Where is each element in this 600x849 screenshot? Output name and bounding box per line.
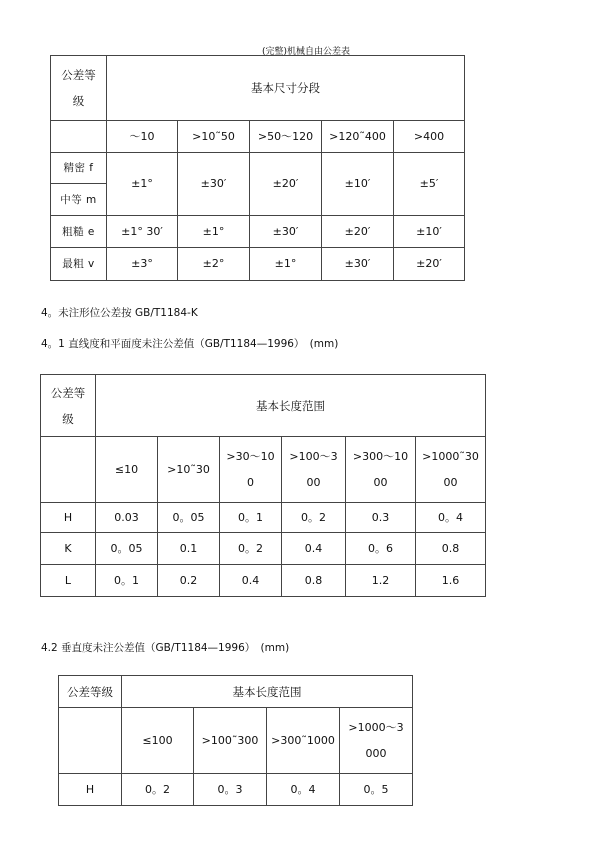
empty-cell [41,437,96,503]
paragraph-form-tolerance: 4。未注形位公差按 GB/T1184-K [41,307,198,319]
paragraph-straightness-heading: 4。1 直线度和平面度未注公差值（GB/T1184—1996） (mm) [41,338,339,350]
grade-label: 精密 f [51,153,107,184]
paragraph-perpendicularity-heading: 4.2 垂直度未注公差值（GB/T1184—1996） (mm) [41,642,290,654]
range-header: >300˜1000 [267,708,340,774]
table-cell: ±3° [107,248,178,281]
range-header: >100˜300 [194,708,267,774]
document-title: (完整)机械自由公差表 [261,47,351,57]
table-cell: ±1° 30′ [107,216,178,248]
range-header: >400 [394,121,465,153]
table-cell: ±10′ [394,216,465,248]
table-cell: 0.8 [416,533,486,565]
range-header: ～10 [107,121,178,153]
table-cell: 0。1 [96,565,158,597]
table-cell: 1.2 [346,565,416,597]
table-cell: 0。5 [340,774,413,806]
grade-label: 中等 m [51,184,107,216]
angle-tolerance-table [50,55,465,281]
table-cell: 0。4 [416,503,486,533]
table-cell: 0。05 [96,533,158,565]
grade-label: K [41,533,96,565]
range-header: >50～120 [250,121,322,153]
range-header: >1000～3 000 [340,708,413,774]
table-cell: 0。05 [158,503,220,533]
table-cell: 0.4 [220,565,282,597]
table-cell: ±20′ [394,248,465,281]
table-cell: 0.1 [158,533,220,565]
table-cell: 0。1 [220,503,282,533]
grade-header-cell: 公差等级 [59,676,122,708]
perpendicularity-table [58,675,413,806]
range-header: >10˜50 [178,121,250,153]
range-header: >1000˜30 00 [416,437,486,503]
table-cell: 0.03 [96,503,158,533]
table-cell: 0。3 [194,774,267,806]
table-cell: ±1° [250,248,322,281]
span-header: 基本长度范围 [96,375,486,437]
range-header: >10˜30 [158,437,220,503]
table-cell: 0。6 [346,533,416,565]
table-cell: ±30′ [322,248,394,281]
table-cell: 0。2 [282,503,346,533]
table-cell: ±1° [178,216,250,248]
grade-header-cell: 公差等 级 [51,56,107,121]
table-cell: 0。2 [220,533,282,565]
table-cell: ±20′ [322,216,394,248]
table-cell: ±20′ [250,153,322,216]
table-cell: 0.3 [346,503,416,533]
grade-label: 粗糙 e [51,216,107,248]
table-cell: ±1° [107,153,178,216]
table-cell: ±5′ [394,153,465,216]
table-cell: ±30′ [178,153,250,216]
table-cell: ±30′ [250,216,322,248]
range-header: >30～10 0 [220,437,282,503]
table-cell: ±10′ [322,153,394,216]
empty-cell [51,121,107,153]
table-cell: 0.2 [158,565,220,597]
range-header: >300～10 00 [346,437,416,503]
table-cell: 0。2 [122,774,194,806]
table-cell: 0.4 [282,533,346,565]
grade-label: H [59,774,122,806]
table-cell: 1.6 [416,565,486,597]
span-header: 基本尺寸分段 [107,56,465,121]
table-cell: 0。4 [267,774,340,806]
range-header: ≤100 [122,708,194,774]
grade-label: L [41,565,96,597]
table-cell: ±2° [178,248,250,281]
range-header: ≤10 [96,437,158,503]
range-header: >120˜400 [322,121,394,153]
grade-label: H [41,503,96,533]
straightness-flatness-table [40,374,486,597]
span-header: 基本长度范围 [122,676,413,708]
grade-label: 最粗 v [51,248,107,281]
table-cell: 0.8 [282,565,346,597]
range-header: >100～3 00 [282,437,346,503]
empty-cell [59,708,122,774]
grade-header-cell: 公差等 级 [41,375,96,437]
